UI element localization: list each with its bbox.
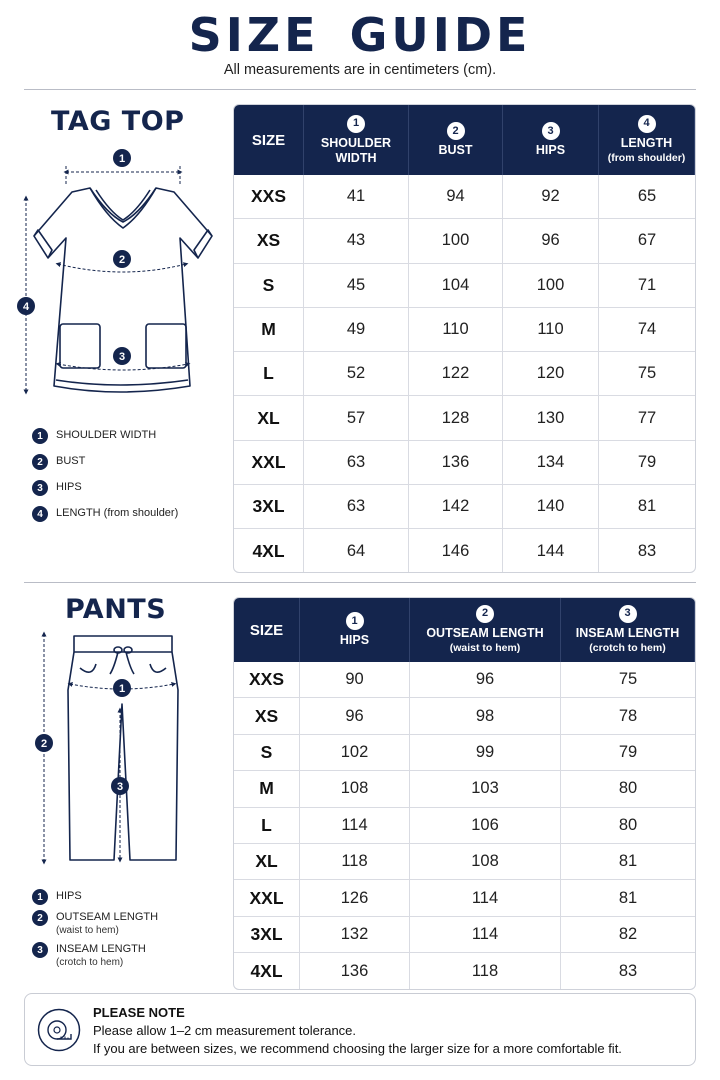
column-header <box>503 105 599 175</box>
measurement-cell: 132 <box>300 917 410 953</box>
note-box <box>24 993 696 1066</box>
legend-label: BUST <box>56 455 86 467</box>
legend-label-group <box>56 943 146 969</box>
measurement-cell: 63 <box>304 485 409 529</box>
measurement-cell: 82 <box>561 917 695 953</box>
legend-badge: 1 <box>32 428 48 444</box>
legend-badge: 3 <box>32 942 48 958</box>
column-label: HIPS <box>535 143 566 157</box>
column-header <box>409 105 503 175</box>
size-table-grid <box>234 105 695 572</box>
marker-1: 1 <box>118 153 126 165</box>
pants-section-title: PANTS <box>65 594 167 625</box>
measurement-cell: 114 <box>410 917 561 953</box>
size-cell: M <box>234 308 304 352</box>
size-cell: S <box>234 735 300 771</box>
measurement-cell: 104 <box>409 264 503 308</box>
measurement-cell: 142 <box>409 485 503 529</box>
column-sublabel: (crotch to hem) <box>589 641 666 654</box>
legend-label: HIPS <box>56 481 82 493</box>
measurement-cell: 67 <box>599 219 695 263</box>
column-header <box>304 105 409 175</box>
legend-item <box>32 507 178 522</box>
divider <box>24 89 696 90</box>
pants-legend <box>32 890 158 978</box>
measurement-cell: 103 <box>410 771 561 807</box>
measurement-cell: 126 <box>300 880 410 916</box>
legend-item <box>32 455 178 470</box>
column-header <box>410 598 561 662</box>
measurement-cell: 81 <box>599 485 695 529</box>
column-number-badge: 2 <box>447 122 465 140</box>
size-cell: 4XL <box>234 953 300 989</box>
measurement-cell: 57 <box>304 396 409 440</box>
measurement-cell: 90 <box>300 662 410 698</box>
legend-badge: 4 <box>32 506 48 522</box>
size-cell: XXL <box>234 441 304 485</box>
column-label: SIZE <box>249 621 284 639</box>
measurement-cell: 144 <box>503 529 599 573</box>
measurement-cell: 108 <box>300 771 410 807</box>
legend-label: OUTSEAM LENGTH <box>56 911 159 923</box>
size-cell: XXL <box>234 880 300 916</box>
size-cell: L <box>234 352 304 396</box>
measurement-cell: 79 <box>561 735 695 771</box>
size-cell: S <box>234 264 304 308</box>
legend-label: LENGTH (from shoulder) <box>56 507 179 519</box>
marker-2: 2 <box>118 254 126 266</box>
legend-item <box>32 890 158 905</box>
column-label: SIZE <box>251 131 286 149</box>
measurement-cell: 106 <box>410 808 561 844</box>
column-header <box>234 598 300 662</box>
measurement-cell: 41 <box>304 175 409 219</box>
pants-size-table <box>233 597 696 990</box>
marker-3: 3 <box>118 351 126 363</box>
measurement-cell: 100 <box>409 219 503 263</box>
column-header <box>561 598 695 662</box>
column-label: INSEAM LENGTH <box>575 625 680 640</box>
measurement-cell: 108 <box>410 844 561 880</box>
column-number-badge: 1 <box>347 115 365 133</box>
column-header <box>234 105 304 175</box>
measurement-cell: 83 <box>618 961 638 980</box>
measuring-tape-icon <box>37 1008 81 1052</box>
measurement-cell: 64 <box>304 529 409 573</box>
measurement-cell: 75 <box>599 352 695 396</box>
measurement-cell: 49 <box>304 308 409 352</box>
measurement-cell: 80 <box>561 771 695 807</box>
size-cell: L <box>234 808 300 844</box>
measurement-cell: 71 <box>599 264 695 308</box>
column-label: OUTSEAM LENGTH <box>426 625 544 640</box>
legend-item <box>32 943 158 969</box>
note-line-1: Please allow 1–2 cm measurement tolerance. <box>93 1023 357 1038</box>
measurement-cell: 114 <box>410 880 561 916</box>
column-number-badge: 3 <box>619 605 637 623</box>
measurement-cell: 110 <box>503 308 599 352</box>
measurement-cell: 45 <box>304 264 409 308</box>
top-size-table <box>233 104 696 573</box>
column-label: BUST <box>438 143 473 157</box>
note-line-2: If you are between sizes, we recommend choosing the larger size for a more comfortable fit. <box>93 1041 622 1056</box>
divider <box>24 582 696 583</box>
page-title: SIZE GUIDE <box>188 8 532 62</box>
measurement-cell: 136 <box>300 953 410 989</box>
measurement-cell: 130 <box>503 396 599 440</box>
column-label: LENGTH <box>620 135 673 150</box>
column-label: SHOULDER WIDTH <box>320 135 392 165</box>
size-cell: 3XL <box>234 917 300 953</box>
size-cell: XXS <box>234 662 300 698</box>
measurement-cell: 118 <box>300 844 410 880</box>
measurement-cell: 81 <box>561 880 695 916</box>
legend-sublabel: (crotch to hem) <box>56 957 124 968</box>
legend-item <box>32 429 178 444</box>
measurement-cell: 118 <box>410 953 561 989</box>
size-cell: XL <box>234 844 300 880</box>
measurement-cell: 79 <box>599 441 695 485</box>
legend-badge: 2 <box>32 454 48 470</box>
marker-1: 1 <box>118 683 126 695</box>
measurement-cell: 122 <box>409 352 503 396</box>
legend-label: SHOULDER WIDTH <box>56 429 157 441</box>
marker-3: 3 <box>116 781 124 793</box>
legend-item <box>32 911 158 937</box>
top-diagram <box>14 146 224 408</box>
size-cell: XS <box>234 698 300 734</box>
note-title: PLEASE NOTE <box>93 1005 185 1020</box>
column-number-badge: 4 <box>638 115 656 133</box>
page-subtitle: All measurements are in centimeters (cm). <box>223 62 497 78</box>
measurement-cell: 96 <box>503 219 599 263</box>
column-header <box>300 598 410 662</box>
measurement-cell: 78 <box>561 698 695 734</box>
measurement-cell: 77 <box>599 396 695 440</box>
size-cell: M <box>234 771 300 807</box>
column-number-badge: 3 <box>542 122 560 140</box>
size-cell: XS <box>234 219 304 263</box>
marker-2: 2 <box>40 738 48 750</box>
legend-label: INSEAM LENGTH <box>56 943 146 955</box>
measurement-cell: 128 <box>409 396 503 440</box>
measurement-cell: 96 <box>410 662 561 698</box>
measurement-cell: 98 <box>410 698 561 734</box>
column-label: HIPS <box>339 633 370 647</box>
legend-badge: 2 <box>32 910 48 926</box>
measurement-cell: 80 <box>561 808 695 844</box>
measurement-cell: 65 <box>599 175 695 219</box>
size-cell: 4XL <box>234 529 304 573</box>
legend-label: HIPS <box>56 890 82 902</box>
size-cell: XL <box>234 396 304 440</box>
measurement-cell: 83 <box>637 542 657 561</box>
measurement-cell: 52 <box>304 352 409 396</box>
measurement-cell: 140 <box>503 485 599 529</box>
column-sublabel: (waist to hem) <box>449 641 521 654</box>
top-legend <box>32 429 178 531</box>
measurement-cell: 146 <box>409 529 503 573</box>
measurement-cell: 94 <box>409 175 503 219</box>
legend-sublabel: (waist to hem) <box>56 925 119 936</box>
measurement-cell: 63 <box>304 441 409 485</box>
measurement-cell: 120 <box>503 352 599 396</box>
column-header <box>599 105 695 175</box>
pants-outline <box>68 636 178 860</box>
column-number-badge: 1 <box>346 612 364 630</box>
measurement-cell: 102 <box>300 735 410 771</box>
measurement-cell: 134 <box>503 441 599 485</box>
top-section-title: TAG TOP <box>51 106 185 137</box>
size-cell: 3XL <box>234 485 304 529</box>
column-number-badge: 2 <box>476 605 494 623</box>
size-cell: XXS <box>234 175 304 219</box>
measurement-cell: 99 <box>410 735 561 771</box>
legend-badge: 1 <box>32 889 48 905</box>
measurement-cell: 92 <box>503 175 599 219</box>
legend-badge: 3 <box>32 480 48 496</box>
marker-4: 4 <box>22 301 30 313</box>
measurement-cell: 110 <box>409 308 503 352</box>
pants-diagram <box>26 628 216 880</box>
measurement-cell: 75 <box>561 662 695 698</box>
measurement-cell: 136 <box>409 441 503 485</box>
size-table-grid <box>234 598 695 989</box>
column-sublabel: (from shoulder) <box>607 151 686 164</box>
measurement-cell: 81 <box>561 844 695 880</box>
legend-item <box>32 481 178 496</box>
measurement-cell: 100 <box>503 264 599 308</box>
legend-label-group <box>56 911 158 937</box>
measurement-cell: 114 <box>300 808 410 844</box>
measurement-cell: 43 <box>304 219 409 263</box>
measurement-cell: 96 <box>300 698 410 734</box>
measurement-cell: 74 <box>599 308 695 352</box>
